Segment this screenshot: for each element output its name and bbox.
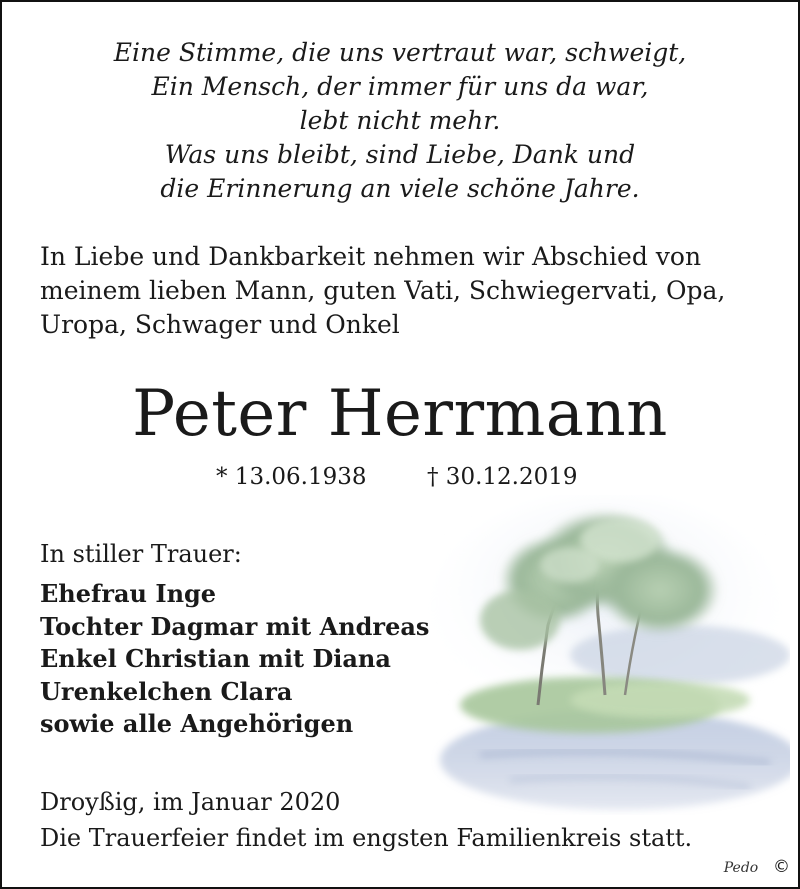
intro-line: In Liebe und Dankbarkeit nehmen wir Abschied von [40, 242, 702, 271]
poem-line: Ein Mensch, der immer für uns da war, [151, 72, 649, 101]
tree-foliage [480, 590, 560, 650]
intro-line: Uropa, Schwager und Onkel [40, 310, 400, 339]
grass-bank-highlight [570, 682, 750, 718]
place-date: Droyßig, im Januar 2020 [40, 788, 341, 816]
copyright-icon: © [773, 857, 790, 877]
mourning-label: In stiller Trauer: [40, 540, 242, 568]
intro-line: meinem lieben Mann, guten Vati, Schwiegervati, Opa, [40, 276, 726, 305]
mourner-entry: Ehefrau Inge [40, 579, 217, 608]
poem-line: Eine Stimme, die uns vertraut war, schweigt, [113, 38, 687, 67]
mourner-entry: sowie alle Angehörigen [40, 709, 354, 738]
death-date: † 30.12.2019 [427, 464, 578, 490]
designer-signature: Pedo [723, 860, 759, 876]
mourner-entry: Urenkelchen Clara [40, 676, 293, 706]
mourner-entry: Enkel Christian mit Diana [40, 644, 391, 673]
farewell-intro [40, 240, 780, 342]
poem-line: lebt nicht mehr. [299, 106, 501, 135]
tree-foliage-light [540, 547, 600, 583]
mourner-entry: Tochter Dagmar mit Andreas [40, 611, 430, 641]
poem-line: Was uns bleibt, sind Liebe, Dank und [164, 140, 636, 169]
mourners-list [40, 578, 429, 741]
footer [724, 856, 790, 879]
poem-line: die Erinnerung an viele schöne Jahre. [160, 174, 640, 203]
funeral-note: Die Trauerfeier findet im engsten Familienkreis statt. [40, 824, 693, 852]
deceased-name: Peter Herrmann [132, 377, 668, 451]
tree-lake-illustration [420, 495, 790, 815]
memorial-poem [0, 36, 800, 206]
birth-date: * 13.06.1938 [216, 464, 367, 490]
